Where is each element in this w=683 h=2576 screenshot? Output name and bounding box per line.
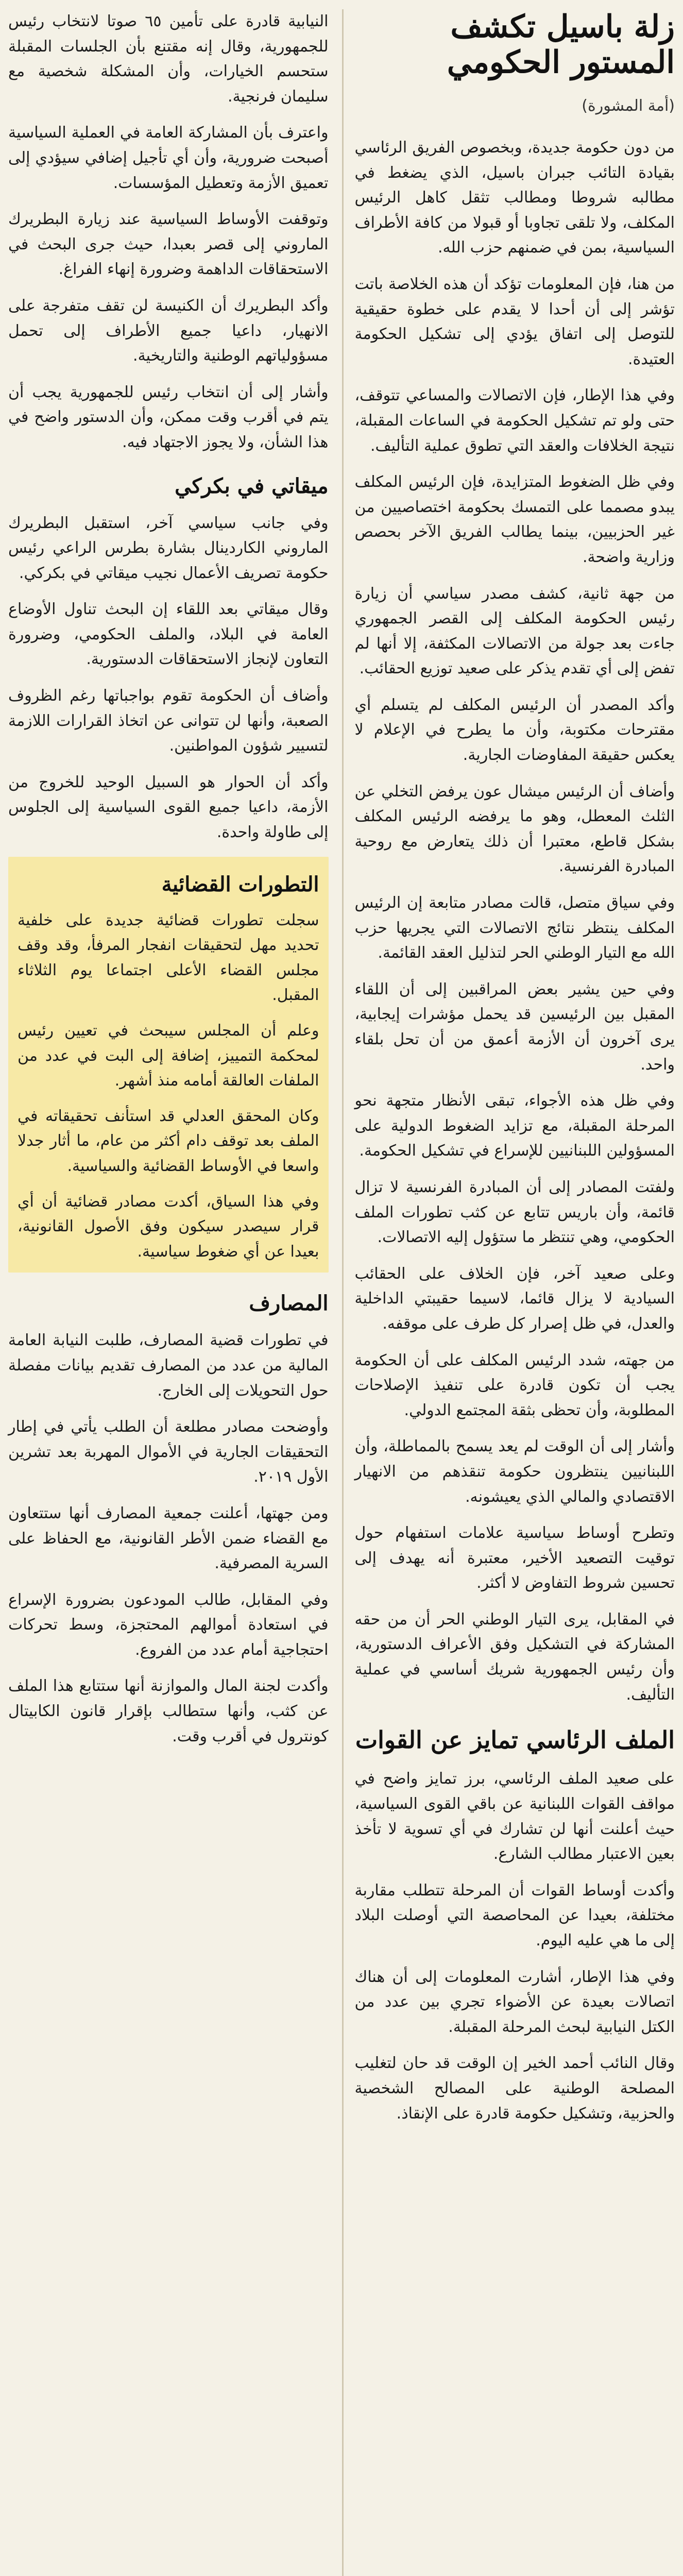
paragraph: في المقابل، يرى التيار الوطني الحر أن من حقه المشاركة في التشكيل وفق الأعراف الدستورية، وأن رئيس الجمهورية شريك أساسي في عملية التأليف. xyxy=(354,1610,675,1704)
paragraph: وقال النائب أحمد الخير إن الوقت قد حان لتغليب المصلحة الوطنية على المصالح الشخصية والحزبية، وتشكيل حكومة قادرة على الإنقاذ. xyxy=(354,2054,675,2123)
subheading-mikati: ميقاتي في بكركي xyxy=(175,473,329,498)
paragraph: وأكدت أوساط القوات أن المرحلة تتطلب مقاربة مختلفة، بعيدا عن المحاصصة التي أوصلت البلاد إلى ما هي عليه اليوم. xyxy=(354,1881,675,1950)
paragraph: وعلم أن المجلس سيبحث في تعيين رئيس لمحكمة التمييز، إضافة إلى البت في عدد من الملفات العالقة أمامه منذ أشهر. xyxy=(18,1022,319,1090)
paragraph: وعلى صعيد آخر، فإن الخلاف على الحقائب السيادية لا يزال قائما، لاسيما حقيبتي الداخلية والعدل، في ظل إصرار كل طرف على موقفه. xyxy=(354,1264,675,1333)
left-column xyxy=(8,9,329,2576)
paragraph: وأوضحت مصادر مطلعة أن الطلب يأتي في إطار التحقيقات الجارية في الأموال المهربة بعد تشرين الأول ٢٠١٩. xyxy=(8,1418,329,1486)
paragraph: من دون حكومة جديدة، وبخصوص الفريق الرئاسي بقيادة التائب جبران باسيل، الذي يضغط في مطالبه شروطا ومطالب تثقل كاهل الرئيس المكلف، ولا تلقى تجاوبا أو قبولا من كافة الأطراف السياسية، بمن في ضمنهم حزب الله. xyxy=(354,139,675,257)
article-source: (أمة المشورة) xyxy=(582,97,675,115)
subheading-banks: المصارف xyxy=(249,1291,329,1316)
paragraph: وأضاف أن الحكومة تقوم بواجباتها رغم الظروف الصعبة، وأنها لن تتوانى عن اتخاذ القرارات اللازمة لتسيير شؤون المواطنين. xyxy=(8,687,329,755)
paragraph: وقال ميقاتي بعد اللقاء إن البحث تناول الأوضاع العامة في البلاد، والملف الحكومي، وضرورة التعاون لإنجاز الاستحقاقات الدستورية. xyxy=(8,600,329,669)
paragraph: ولفتت المصادر إلى أن المبادرة الفرنسية لا تزال قائمة، وأن باريس تتابع عن كثب تطورات الملف الحكومي، وهي تنتظر ما ستؤول إليه الاتصالات. xyxy=(354,1178,675,1247)
paragraph: وفي ظل الضغوط المتزايدة، فإن الرئيس المكلف يبدو مصمما على التمسك بحكومة اختصاصيين من غير الحزبيين، بينما يطالب الفريق الآخر بحصص وزارية واضحة. xyxy=(354,473,675,566)
paragraph: وأكد البطريرك أن الكنيسة لن تقف متفرجة على الانهيار، داعيا جميع الأطراف إلى تحمل مسؤولياتهم الوطنية والتاريخية. xyxy=(8,296,329,365)
subheading-presidential: الملف الرئاسي تمايز عن القوات xyxy=(355,1726,675,1754)
paragraph: واعترف بأن المشاركة العامة في العملية السياسية أصبحت ضرورية، وأن أي تأجيل إضافي سيؤدي إلى تعميق الأزمة وتعطيل المؤسسات. xyxy=(8,124,329,192)
paragraph: وفي حين يشير بعض المراقبين إلى أن اللقاء المقبل بين الرئيسين قد يحمل مؤشرات إيجابية، يرى آخرون أن الأزمة أعمق من أن تحل بلقاء واحد. xyxy=(354,980,675,1074)
highlighted-section xyxy=(8,857,329,1273)
paragraph: وتوقفت الأوساط السياسية عند زيارة البطريرك الماروني إلى قصر بعبدا، حيث جرى البحث في الاستحقاقات الداهمة وضرورة إنهاء الفراغ. xyxy=(8,210,329,279)
paragraph: وفي ظل هذه الأجواء، تبقى الأنظار متجهة نحو المرحلة المقبلة، مع تزايد الضغوط الدولية على المسؤولين اللبنانيين للإسراع في تشكيل الحكومة. xyxy=(354,1092,675,1160)
paragraph: وفي هذا الإطار، أشارت المعلومات إلى أن هناك اتصالات بعيدة عن الأضواء تجري بين عدد من الكتل النيابية لبحث المرحلة المقبلة. xyxy=(354,1968,675,2036)
paragraph: وفي سياق متصل، قالت مصادر متابعة إن الرئيس المكلف ينتظر نتائج الاتصالات التي يجريها حزب الله مع التيار الوطني الحر لتذليل العقد القائمة. xyxy=(354,894,675,962)
paragraph: وأكد أن الحوار هو السبيل الوحيد للخروج من الأزمة، داعيا جميع القوى السياسية إلى الجلوس إلى طاولة واحدة. xyxy=(8,773,329,842)
paragraph: النيابية قادرة على تأمين ٦٥ صوتا لانتخاب رئيس للجمهورية، وقال إنه مقتنع بأن الجلسات المقبلة ستحسم الخيارات، وأن المشكلة شخصية مع سليمان فرنجية. xyxy=(8,12,329,106)
paragraph: وأشار إلى أن الوقت لم يعد يسمح بالمماطلة، وأن اللبنانيين ينتظرون حكومة تنقذهم من الانهيار الاقتصادي والمالي الذي يعيشونه. xyxy=(354,1437,675,1506)
subheading-judicial: التطورات القضائية xyxy=(161,872,319,896)
paragraph: من جهة ثانية، كشف مصدر سياسي أن زيارة رئيس الحكومة المكلف إلى القصر الجمهوري جاءت بعد جولة من الاتصالات المكثفة، إلا أنها لم تفض إلى أي تقدم يذكر على صعيد توزيع الحقائب. xyxy=(354,584,675,678)
paragraph: وأشار إلى أن انتخاب رئيس للجمهورية يجب أن يتم في أقرب وقت ممكن، وأن الدستور واضح في هذا الشأن، ولا يجوز الاجتهاد فيه. xyxy=(8,383,329,451)
paragraph: وتطرح أوساط سياسية علامات استفهام حول توقيت التصعيد الأخير، معتبرة أنه يهدف إلى تحسين شروط التفاوض لا أكثر. xyxy=(354,1524,675,1592)
paragraph: وكان المحقق العدلي قد استأنف تحقيقاته في الملف بعد توقف دام أكثر من عام، ما أثار جدلا واسعا في الأوساط القضائية والسياسية. xyxy=(18,1107,319,1175)
right-column xyxy=(342,9,675,2576)
paragraph: من هنا، فإن المعلومات تؤكد أن هذه الخلاصة باتت تؤشر إلى أن أحدا لا يقدم على خطوة حقيقية للتوصل إلى اتفاق يؤدي إلى تشكيل الحكومة العتيدة. xyxy=(354,275,675,368)
paragraph: من جهته، شدد الرئيس المكلف على أن الحكومة يجب أن تكون قادرة على تنفيذ الإصلاحات المطلوبة، وأن تحظى بثقة المجتمع الدولي. xyxy=(354,1351,675,1419)
paragraph: على صعيد الملف الرئاسي، برز تمايز واضح في مواقف القوات اللبنانية عن باقي القوى السياسية، حيث أعلنت أنها لن تشارك في أي تسوية لا تأخذ بعين الاعتبار مطالب الشارع. xyxy=(354,1770,675,1863)
paragraph: وفي هذا السياق، أكدت مصادر قضائية أن أي قرار سيصدر سيكون وفق الأصول القانونية، بعيدا عن أي ضغوط سياسية. xyxy=(18,1192,319,1261)
paragraph: وأكدت لجنة المال والموازنة أنها ستتابع هذا الملف عن كثب، وأنها ستطالب بإقرار قانون الكابيتال كونترول في أقرب وقت. xyxy=(8,1677,329,1745)
paragraph: وأكد المصدر أن الرئيس المكلف لم يتسلم أي مقترحات مكتوبة، وأن ما يطرح في الإعلام لا يعكس حقيقة المفاوضات الجارية. xyxy=(354,696,675,765)
paragraph: سجلت تطورات قضائية جديدة على خلفية تحديد مهل لتحقيقات انفجار المرفأ، وقد وقف مجلس القضاء الأعلى اجتماعا يوم الثلاثاء المقبل. xyxy=(18,911,319,1005)
article-headline: زلة باسيل تكشف المستور الحكومي xyxy=(447,9,675,80)
paragraph: وفي هذا الإطار، فإن الاتصالات والمساعي تتوقف، حتى ولو تم تشكيل الحكومة في الساعات المقبلة، نتيجة الخلافات والعقد التي تطوق عملية التأليف. xyxy=(354,386,675,455)
paragraph: في تطورات قضية المصارف، طلبت النيابة العامة المالية من عدد من المصارف تقديم بيانات مفصلة حول التحويلات إلى الخارج. xyxy=(8,1331,329,1400)
paragraph: وفي المقابل، طالب المودعون بضرورة الإسراع في استعادة أموالهم المحتجزة، وسط تحركات احتجاجية أمام عدد من الفروع. xyxy=(8,1590,329,1659)
paragraph: ومن جهتها، أعلنت جمعية المصارف أنها ستتعاون مع القضاء ضمن الأطر القانونية، مع الحفاظ على السرية المصرفية. xyxy=(8,1504,329,1573)
paragraph: وفي جانب سياسي آخر، استقبل البطريرك الماروني الكاردينال بشارة بطرس الراعي رئيس حكومة تصريف الأعمال نجيب ميقاتي في بكركي. xyxy=(8,514,329,582)
paragraph: وأضاف أن الرئيس ميشال عون يرفض التخلي عن الثلث المعطل، وهو ما يرفضه الرئيس المكلف بشكل قاطع، معتبرا أن ذلك يتعارض مع روحية المبادرة الفرنسية. xyxy=(354,782,675,876)
